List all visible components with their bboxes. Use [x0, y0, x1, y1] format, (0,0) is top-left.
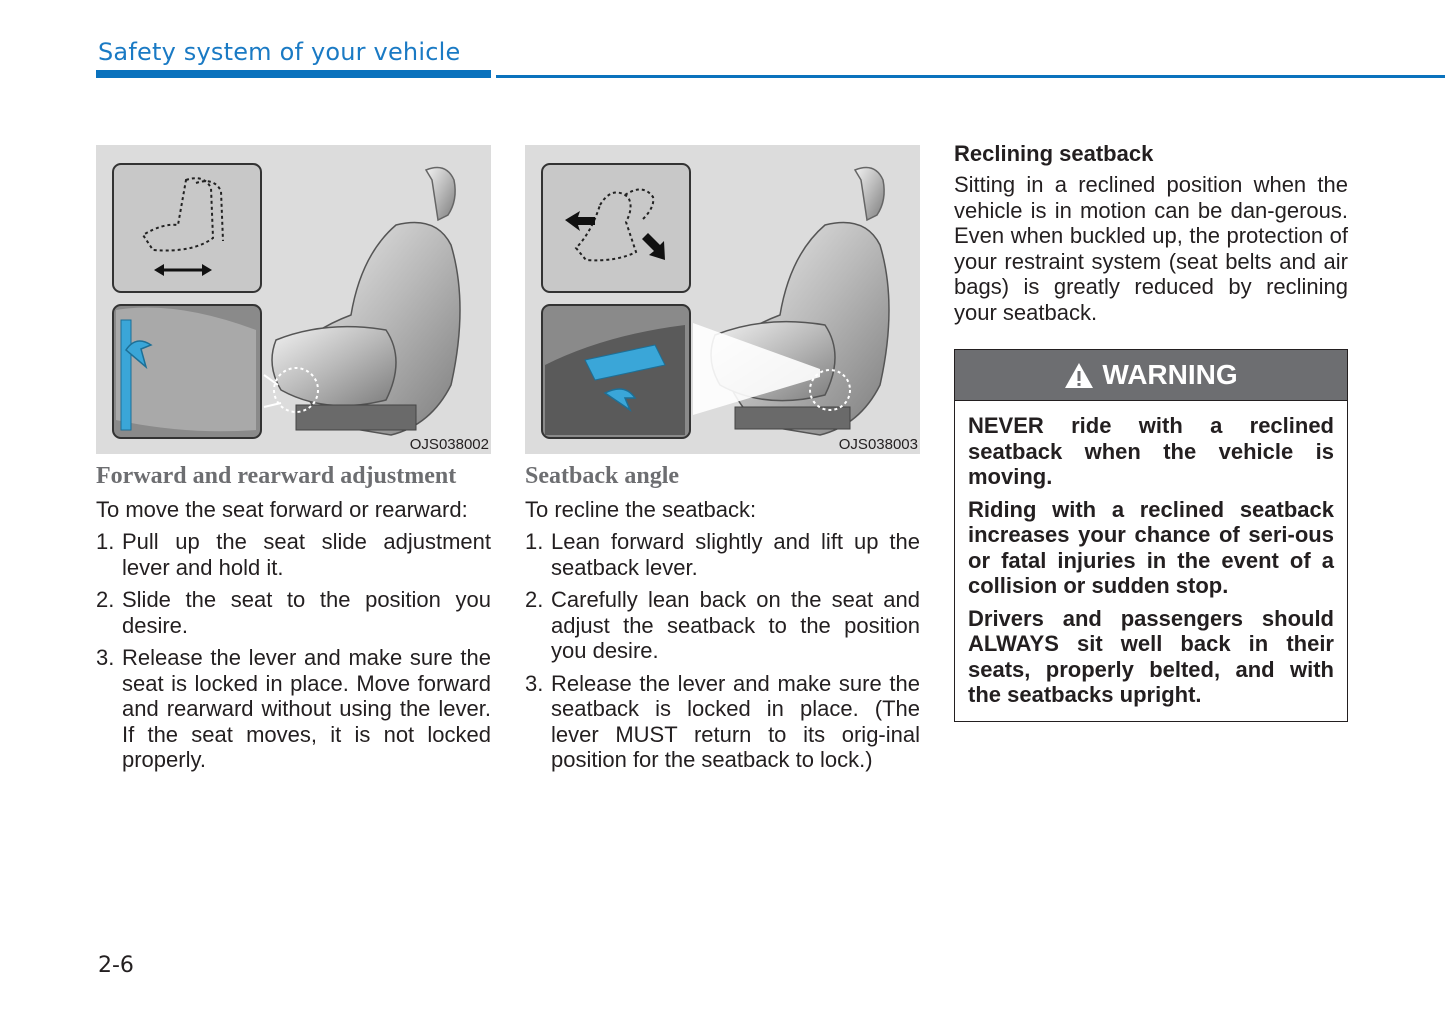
figure-seatback-recline: [525, 145, 920, 454]
section-title: Reclining seatback: [954, 141, 1154, 166]
step-number: 3.: [525, 670, 544, 696]
seatback-recline-illustration: [525, 145, 920, 454]
section-title: Forward and rearward adjustment: [96, 463, 457, 489]
step-text: Release the lever and make sure the seat is locked in place. Move forward and rearward without using the lever. If the seat moves, it is not locked properly.: [122, 645, 491, 772]
section-intro: To move the seat forward or rearward:: [96, 497, 468, 522]
figure-seat-slide: [96, 145, 491, 454]
page-number: 2-6: [98, 953, 134, 978]
section-header-title: Safety system of your vehicle: [98, 38, 461, 66]
steps-list: [525, 529, 920, 773]
seatback-angle-section: [525, 462, 920, 780]
step-number: 1.: [96, 529, 115, 554]
header-rule-thin: [496, 75, 1445, 78]
warning-body: [955, 401, 1347, 708]
warning-paragraph: Riding with a reclined seatback increases your chance of seri-ous or fatal injuries in the event of a collision or sudden stop.: [968, 496, 1334, 598]
forward-rearward-section: [96, 462, 491, 780]
warning-label: WARNING: [1102, 359, 1238, 390]
header-rule-thick: [96, 70, 491, 78]
step-number: 2.: [96, 587, 115, 612]
step-text: Carefully lean back on the seat and adjust the seatback to the position you desire.: [551, 587, 920, 663]
list-item: [96, 587, 491, 638]
steps-list: [96, 529, 491, 773]
list-item: [525, 671, 920, 773]
step-number: 2.: [525, 587, 544, 612]
step-number: 1.: [525, 529, 544, 554]
reclining-seatback-section: [954, 140, 1348, 325]
list-item: [525, 529, 920, 580]
step-text: Lean forward slightly and lift up the seatback lever.: [551, 529, 920, 580]
warning-header: [955, 350, 1347, 401]
figure-code: OJS038002: [409, 436, 489, 453]
section-title: Seatback angle: [525, 463, 680, 489]
section-body: Sitting in a reclined position when the vehicle is in motion can be dan-gerous. Even when buckled up, the protection of your restraint system (seat belts and air bags) is greatly reduced by reclining your seatback.: [954, 172, 1348, 325]
step-text: Slide the seat to the position you desire.: [122, 587, 491, 638]
warning-box: [954, 349, 1348, 722]
warning-triangle-icon: [1064, 362, 1094, 389]
step-number: 3.: [96, 645, 115, 670]
section-intro: To recline the seatback:: [525, 497, 757, 522]
seat-slide-illustration: [96, 145, 491, 454]
list-item: [96, 645, 491, 773]
step-text: Pull up the seat slide adjustment lever and hold it.: [122, 529, 491, 580]
warning-paragraph: NEVER ride with a reclined seatback when the vehicle is moving.: [968, 413, 1334, 489]
list-item: [525, 587, 920, 664]
figure-code: OJS038003: [838, 436, 918, 453]
step-text: Release the lever and make sure the seatback is locked in place. (The lever MUST return to its orig-inal position for the seatback to lock.): [551, 670, 920, 772]
warning-paragraph: Drivers and passengers should ALWAYS sit well back in their seats, properly belted, and with the seatbacks upright.: [968, 605, 1334, 707]
list-item: [96, 529, 491, 580]
